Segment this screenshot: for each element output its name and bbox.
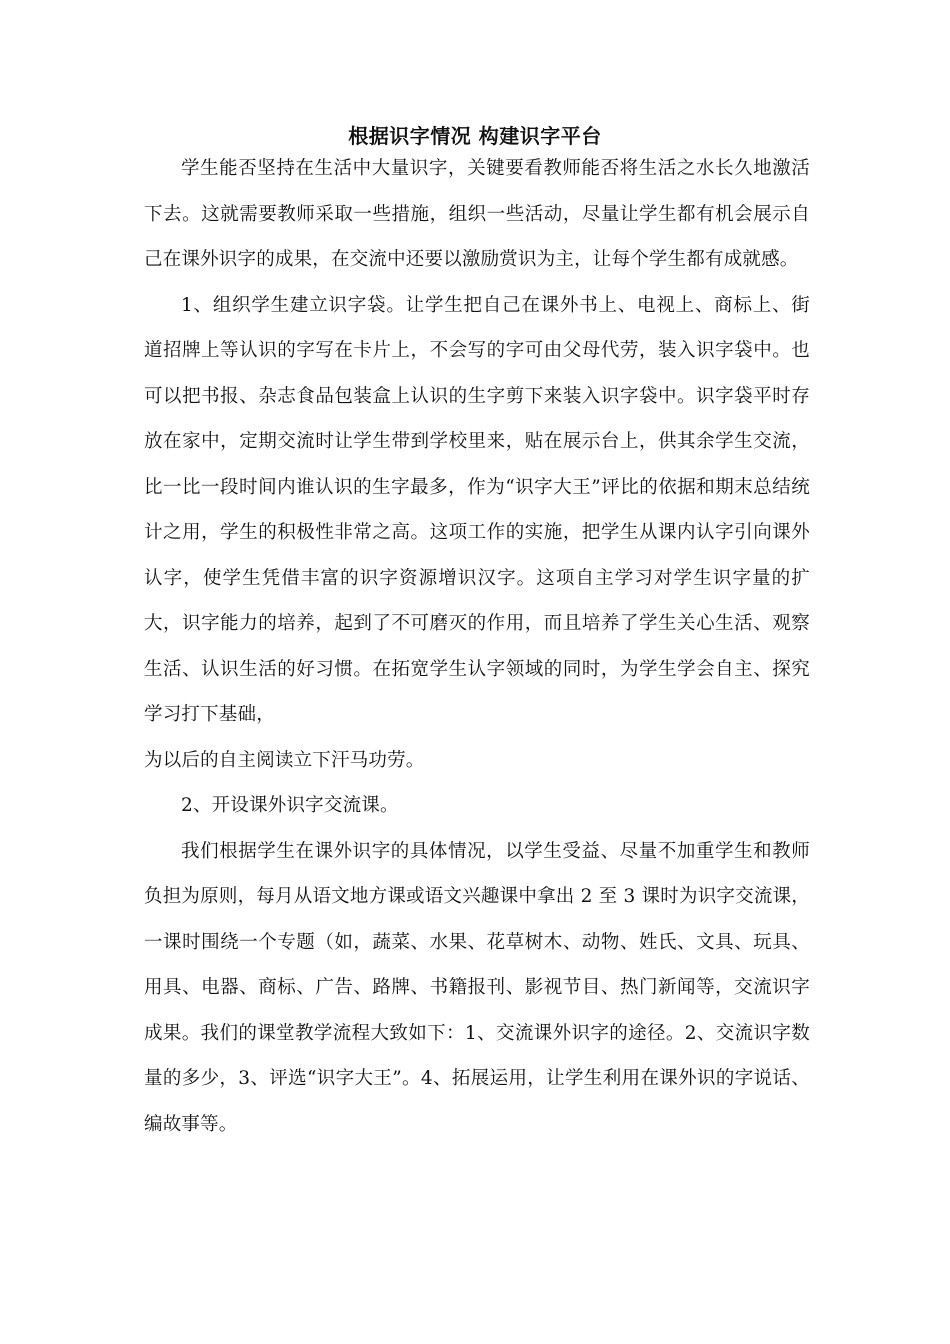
paragraph-item-2-body: 我们根据学生在课外识字的具体情况，以学生受益、尽量不加重学生和教师负担为原则，每月从语文地方课或语文兴趣课中拿出 2 至 3 课时为识字交流课，一课时围绕一个专题（如，蔬菜、水果、花草树木、动物、姓氏、文具、玩具、用具、电器、商标、广告、路牌、书籍报刊、影视节目、热门新闻等，交流识字成果。我们的课堂教学流程大致如下：1、交流课外识字的途径。2、交流识字数量的多少，3、评选“识字大王”。4、拓展运用，让学生利用在课外识的字说话、编故事等。 xyxy=(144,840,810,1135)
paragraph-item-2-heading: 2、开设课外识字交流课。 xyxy=(181,795,399,816)
document-title: 根据识字情况 构建识字平台 xyxy=(348,124,602,148)
paragraph-item-1: 1、组织学生建立识字袋。让学生把自己在课外书上、电视上、商标上、街道招牌上等认识的字写在卡片上，不会写的字可由父母代劳，装入识字袋中。也可以把书报、杂志食品包装盒上认识的生字剪下来装入识字袋中。识字袋平时存放在家中，定期交流时让学生带到学校里来，贴在展示台上，供其余学生交流，比一比一段时间内谁认识的生字最多，作为“识字大王”评比的依据和期末总结统计之用，学生的积极性非常之高。这项工作的实施，把学生从课内认字引向课外认字，使学生凭借丰富的识字资源增识汉字。这项自主学习对学生识字量的扩大，识字能力的培养，起到了不可磨灭的作用，而且培养了学生关心生活、观察生活、认识生活的好习惯。在拓宽学生认字领域的同时，为学生学会自主、探究学习打下基础， xyxy=(144,294,810,725)
paragraph-intro: 学生能否坚持在生活中大量识字，关键要看教师能否将生活之水长久地激活下去。这就需要教师采取一些措施，组织一些活动，尽量让学生都有机会展示自己在课外识字的成果，在交流中还要以激励赏识为主，让每个学生都有成就感。 xyxy=(144,158,810,270)
paragraph-continuation: 为以后的自主阅读立下汗马功劳。 xyxy=(144,749,425,771)
document-body xyxy=(144,146,810,1147)
